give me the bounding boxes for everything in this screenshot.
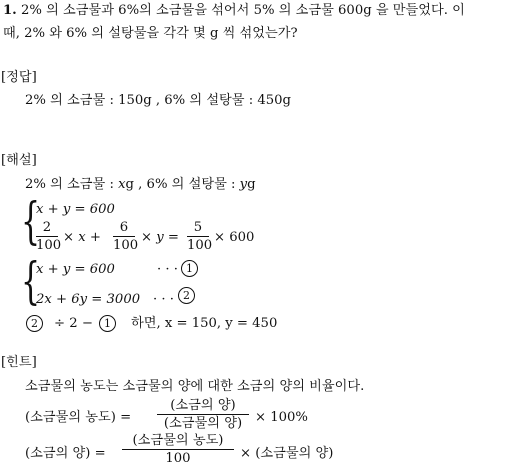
frac-num: (소금물의 농도) [132,433,224,448]
fraction-6-100 [113,220,139,253]
fraction-2-100 [36,220,62,253]
frac-num: (소금의 양) [170,398,236,413]
step-result: 하면, x = 150, y = 450 [131,316,278,331]
system2-eq1: x + y = 600 [36,262,115,277]
frac-den: (소금물의 양) [163,416,243,431]
system2-dots1: · · · [157,262,178,277]
step-circled-one: 1 [99,315,116,332]
frac-num: 2 [42,220,52,235]
var-y: y [239,177,248,192]
fraction-5-100 [187,220,213,253]
formula1-fraction [157,398,249,431]
formula1-tail: × 100% [255,410,308,425]
circled-two: 2 [178,287,195,304]
answer-header: [정답] [1,70,37,85]
system1-tail: × 600 [214,230,255,245]
step-circled-two: 2 [26,315,43,332]
frac-den: 100 [165,451,191,466]
solution-header: [해설] [1,153,37,168]
problem-text-2: 때, 2% 와 6% 의 설탕물을 각각 몇 g 씩 섞었는가? [3,26,298,41]
formula2-tail: × (소금물의 양) [240,446,334,461]
vars-text-a: 2% 의 소금물 : [25,177,119,192]
problem-number: 1. [3,3,17,18]
hint-line: 소금물의 농도는 소금물의 양에 대한 소금의 양의 비율이다. [25,379,365,394]
system2-brace: { [21,252,41,310]
problem-line-1 [3,3,465,19]
answer-text: 2% 의 소금물 : 150g , 6% 의 설탕물 : 450g [25,93,291,108]
system2-eq2: 2x + 6y = 3000 [36,292,141,307]
system1-mid2: × y = [141,230,179,245]
frac-den: 100 [187,238,213,253]
formula1-lhs: (소금물의 농도) = [25,410,132,425]
formula2-lhs: (소금의 양) = [25,446,106,461]
var-x: x [118,177,126,192]
hint-header: [힌트] [1,355,37,370]
problem-text-1: 2% 의 소금물과 6%의 소금물을 섞어서 5% 의 소금물 600g 을 만들었다. 이 [20,3,465,18]
frac-num: 6 [119,220,129,235]
vars-text-b: g , 6% 의 설탕물 : [125,177,240,192]
frac-den: 100 [113,238,139,253]
vars-text-c: g [247,177,256,192]
formula2-fraction [122,433,234,466]
system1-mid1: × x + [63,230,101,245]
system1-eq1: x + y = 600 [36,202,115,217]
step-op: ÷ 2 − [54,316,93,331]
frac-den: 100 [36,238,62,253]
circled-one: 1 [181,260,198,277]
solution-vars [25,177,256,193]
system2-dots2: · · · [153,292,174,307]
frac-num: 5 [193,220,203,235]
system1-brace: { [21,192,41,250]
